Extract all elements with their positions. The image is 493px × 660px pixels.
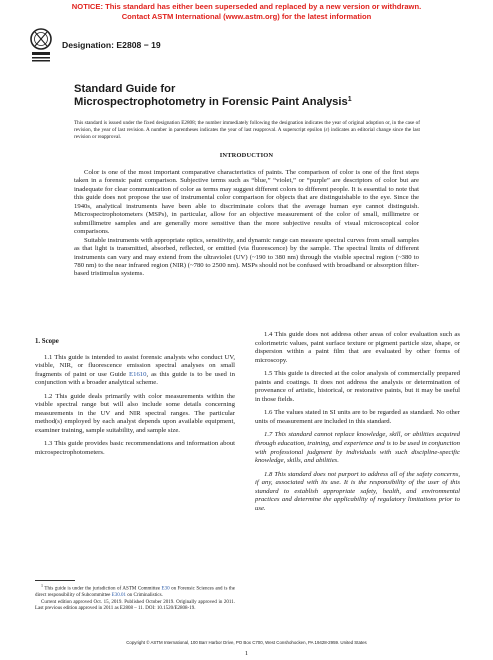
designation: Designation: E2808 − 19 <box>62 40 161 50</box>
title-footnote-marker[interactable]: 1 <box>347 96 352 103</box>
astm-logo-icon <box>30 28 52 68</box>
scope-1-2: 1.2 This guide deals primarily with color measurements within the visible spectral range but will also include some details concerning measurements in the UV and NIR spectral ranges. The particular method(s) employed by each analyst depends upon available equipment, examiner training, sample suitability, and sample size. <box>35 392 235 434</box>
scope-1-1: 1.1 This guide is intended to assist forensic analysts who conduct UV, visible, NIR, or fluorescence emission spectral analyses on small fragments of paint or use Guide E1610, as this guide is to be used in conjunction with a broader analytical scheme. <box>35 353 236 387</box>
notice-line-2: Contact ASTM International (www.astm.org) for the latest information <box>121 11 372 21</box>
scope-heading: 1. Scope <box>35 338 59 345</box>
guide-e1610-link[interactable]: E1610 <box>129 370 147 378</box>
scope-1-7: 1.7 This standard cannot replace knowledge, skill, or abilities acquired through education, training, and experience and is to be used in conjunction with professional judgment by individuals with such discipline-specific knowledge, skills, and abilities. <box>255 431 460 465</box>
footnote-paragraph-1: $^1$ This guide is under the jurisdiction of ASTM Committee E30 on Forensic Sciences and is the direct responsibility of Subcommittee E30.01 on Criminalistics. <box>35 583 235 599</box>
intro-paragraph-1: Color is one of the most important comparative characteristics of paints. The comparison of color is one of the first steps taken in a forensic paint comparison. Subjective terms such as “blue,” “violet,” or “purple” are descriptors of color but are inadequate for clear communication of color as terms may suggest different colors to different people. It is essential to note that this guide does not propose the use of instrumental color comparison for objects that are distinguishable to the eye. Since the 1940s, analytical instruments have been able to discriminate colors that the average human eye cannot distinguish. Microspectrophotometers (MSPs), in particular, allow for an objective measurement of the color of small, millimetre or submillimetre samples and are generally more sensitive than the more subjective results of visual microscopical color comparisons. <box>74 169 419 236</box>
footnote-divider <box>35 580 75 581</box>
subcommittee-e30-01-link[interactable]: E30.01 <box>111 593 126 599</box>
introduction-text <box>74 169 419 279</box>
title-line-2: Microspectrophotometry in Forensic Paint Analysis$^1$ <box>74 96 352 108</box>
supersession-notice <box>0 2 493 21</box>
notice-line-1: NOTICE: This standard has either been superseded and replaced by a new version or withdrawn. <box>71 2 422 11</box>
footnote <box>35 583 235 613</box>
scope-1-5: 1.5 This guide is directed at the color analysis of commercially prepared paints and coatings. It does not address the analysis or determination of provenance of artistic, historical, or restorative paints, but it may be useful in those fields. <box>255 370 460 403</box>
left-column <box>35 338 235 463</box>
title-line-1: Standard Guide for <box>74 83 176 95</box>
scope-1-4: 1.4 This guide does not address other areas of color evaluation such as colorimetric values, paint surface texture or pigment particle size, shape, or dispersion within a paint film that are evaluated by other forms of microscopy. <box>255 331 460 364</box>
intro-paragraph-2: Suitable instruments with appropriate optics, sensitivity, and dynamic range can measure spectral curves from small samples as that light is transmitted, absorbed, reflected, or emitted (via fluorescence) by the sample. The spectral limits of different instruments can vary and may extend from the ultraviolet (UV) (~190 to 380 nm) through the visible spectral region (~380 to 780 nm) to the near infrared region (NIR) (~780 to 2500 nm). MSPs should not be confused with broadband or absorption filter-based tristimulus systems. <box>74 236 419 278</box>
document-title <box>74 83 454 109</box>
scope-1-8: 1.8 This standard does not purport to address all of the safety concerns, if any, associated with its use. It is the responsibility of the user of this standard to establish appropriate safety, health, and environmental practices and determine the applicability of regulatory limitations prior to use. <box>255 470 460 512</box>
page-number: 1 <box>244 650 249 657</box>
issuance-statement: This standard is issued under the fixed designation E2808; the number immediately following the designation indicates the year of original adoption or, in the case of revision, the year of last revision. A number in parentheses indicates the year of last reapproval. A superscript epsilon (ε) indicates an editorial change since the last revision or reapproval. <box>74 120 420 141</box>
right-column <box>255 331 460 518</box>
introduction-heading: INTRODUCTION <box>219 152 274 159</box>
committee-e30-link[interactable]: E30 <box>161 586 170 592</box>
scope-1-3: 1.3 This guide provides basic recommendations and information about microspectrophotometers. <box>35 440 235 457</box>
footnote-paragraph-2: Current edition approved Oct. 15, 2019. Published October 2019. Originally approved in 2011. Last previous edition approved in 2011 as E2808 – 11. DOI: 10.1520/E2808-19. <box>35 599 235 612</box>
scope-1-6: 1.6 The values stated in SI units are to be regarded as standard. No other units of measurement are included in this standard. <box>255 409 460 425</box>
copyright-line: Copyright © ASTM International, 100 Barr Harbor Drive, PO Box C700, West Conshohocken, PA 19428-2959. United States <box>126 640 367 645</box>
